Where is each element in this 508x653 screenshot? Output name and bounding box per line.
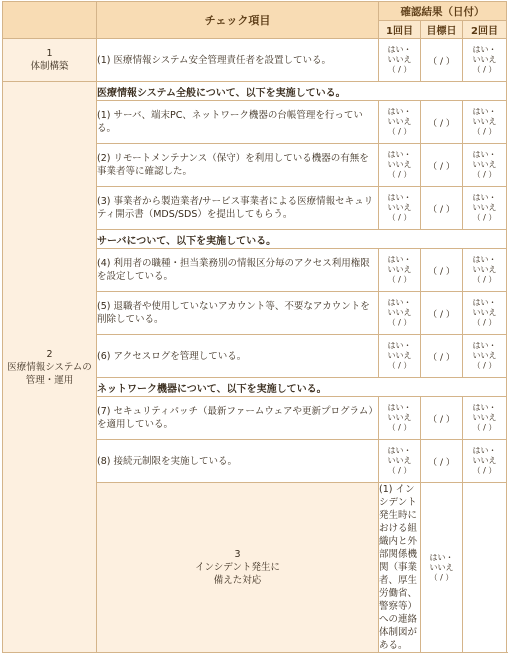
table-row [3, 39, 507, 82]
check-item: (4) 利用者の職種・担当業務別の情報区分毎のアクセス利用権限を設定している。 [97, 249, 379, 292]
category-2 [3, 82, 97, 653]
answer-cell-round2[interactable]: はい・ いいえ （ / ） [463, 335, 507, 378]
answer-cell-round2[interactable]: はい・ いいえ （ / ） [463, 440, 507, 483]
category-name: 体制構築 [30, 61, 69, 72]
category-3 [97, 483, 379, 653]
check-item: (1) 医療情報システム安全管理責任者を設置している。 [97, 39, 379, 82]
checklist-table [2, 1, 507, 653]
target-date-cell[interactable]: （ / ） [421, 187, 463, 230]
answer-cell-round2[interactable]: はい・ いいえ （ / ） [463, 144, 507, 187]
check-item: (2) リモートメンテナンス（保守）を利用している機器の有無を事業者等に確認した。 [97, 144, 379, 187]
header-round2: 2回目 [463, 21, 507, 39]
target-date-cell[interactable]: （ / ） [421, 440, 463, 483]
check-item: (7) セキュリティパッチ（最新ファームウェアや更新プログラム）を適用している。 [97, 397, 379, 440]
answer-cell-round1[interactable]: はい・ いいえ （ / ） [421, 483, 463, 653]
answer-cell-round2[interactable]: はい・ いいえ （ / ） [463, 101, 507, 144]
header-blank [3, 2, 97, 39]
answer-cell-round1[interactable]: はい・ いいえ （ / ） [379, 249, 421, 292]
header-check-items: チェック項目 [97, 2, 379, 39]
section-heading: サーバについて、以下を実施している。 [97, 230, 507, 249]
answer-cell-round2[interactable]: はい・ いいえ （ / ） [463, 39, 507, 82]
category-name-line2: 備えた対応 [213, 575, 262, 586]
answer-cell-round2[interactable]: はい・ いいえ （ / ） [463, 292, 507, 335]
header-row [3, 2, 507, 21]
category-name-line1: 医療情報システムの [7, 361, 92, 373]
empty-cell [463, 483, 507, 653]
category-1 [3, 39, 97, 82]
target-date-cell[interactable]: （ / ） [421, 249, 463, 292]
answer-cell-round2[interactable]: はい・ いいえ （ / ） [463, 187, 507, 230]
target-date-cell[interactable]: （ / ） [421, 144, 463, 187]
section-row [3, 82, 507, 101]
target-date-cell[interactable]: （ / ） [421, 292, 463, 335]
check-item: (6) アクセスログを管理している。 [97, 335, 379, 378]
target-date-cell[interactable]: （ / ） [421, 101, 463, 144]
answer-cell-round2[interactable]: はい・ いいえ （ / ） [463, 397, 507, 440]
check-item: (8) 接続元制限を実施している。 [97, 440, 379, 483]
category-number: 1 [46, 48, 53, 59]
answer-cell-round1[interactable]: はい・ いいえ （ / ） [379, 144, 421, 187]
header-round1: 1回目 [379, 21, 421, 39]
category-number: 2 [46, 348, 53, 360]
section-heading: ネットワーク機器について、以下を実施している。 [97, 378, 507, 397]
section-heading: 医療情報システム全般について、以下を実施している。 [97, 82, 507, 101]
header-target-date: 目標日 [421, 21, 463, 39]
answer-cell-round1[interactable]: はい・ いいえ （ / ） [379, 335, 421, 378]
category-number: 3 [234, 549, 241, 560]
target-date-cell[interactable]: （ / ） [421, 335, 463, 378]
answer-cell-round1[interactable]: はい・ いいえ （ / ） [379, 292, 421, 335]
check-item: (5) 退職者や使用していないアカウント等、不要なアカウントを削除している。 [97, 292, 379, 335]
target-date-cell[interactable]: （ / ） [421, 397, 463, 440]
check-item: (1) インシデント発生時における組織内と外部関係機関（事業者、厚生労働省、警察等）への連絡体制図がある。 [379, 483, 421, 653]
answer-cell-round1[interactable]: はい・ いいえ （ / ） [379, 440, 421, 483]
answer-cell-round1[interactable]: はい・ いいえ （ / ） [379, 101, 421, 144]
answer-cell-round1[interactable]: はい・ いいえ （ / ） [379, 187, 421, 230]
category-name-line2: 管理・運用 [25, 374, 74, 386]
header-confirmation: 確認結果（日付） [379, 2, 507, 21]
check-item: (3) 事業者から製造業者/サービス事業者による医療情報セキュリティ開示書（MDS/SDS）を提出してもらう。 [97, 187, 379, 230]
category-name-line1: インシデント発生に [194, 562, 281, 573]
answer-cell-round2[interactable]: はい・ いいえ （ / ） [463, 249, 507, 292]
target-date-cell[interactable]: （ / ） [421, 39, 463, 82]
answer-cell-round1[interactable]: はい・ いいえ （ / ） [379, 39, 421, 82]
check-item: (1) サーバ、端末PC、ネットワーク機器の台帳管理を行っている。 [97, 101, 379, 144]
answer-cell-round1[interactable]: はい・ いいえ （ / ） [379, 397, 421, 440]
